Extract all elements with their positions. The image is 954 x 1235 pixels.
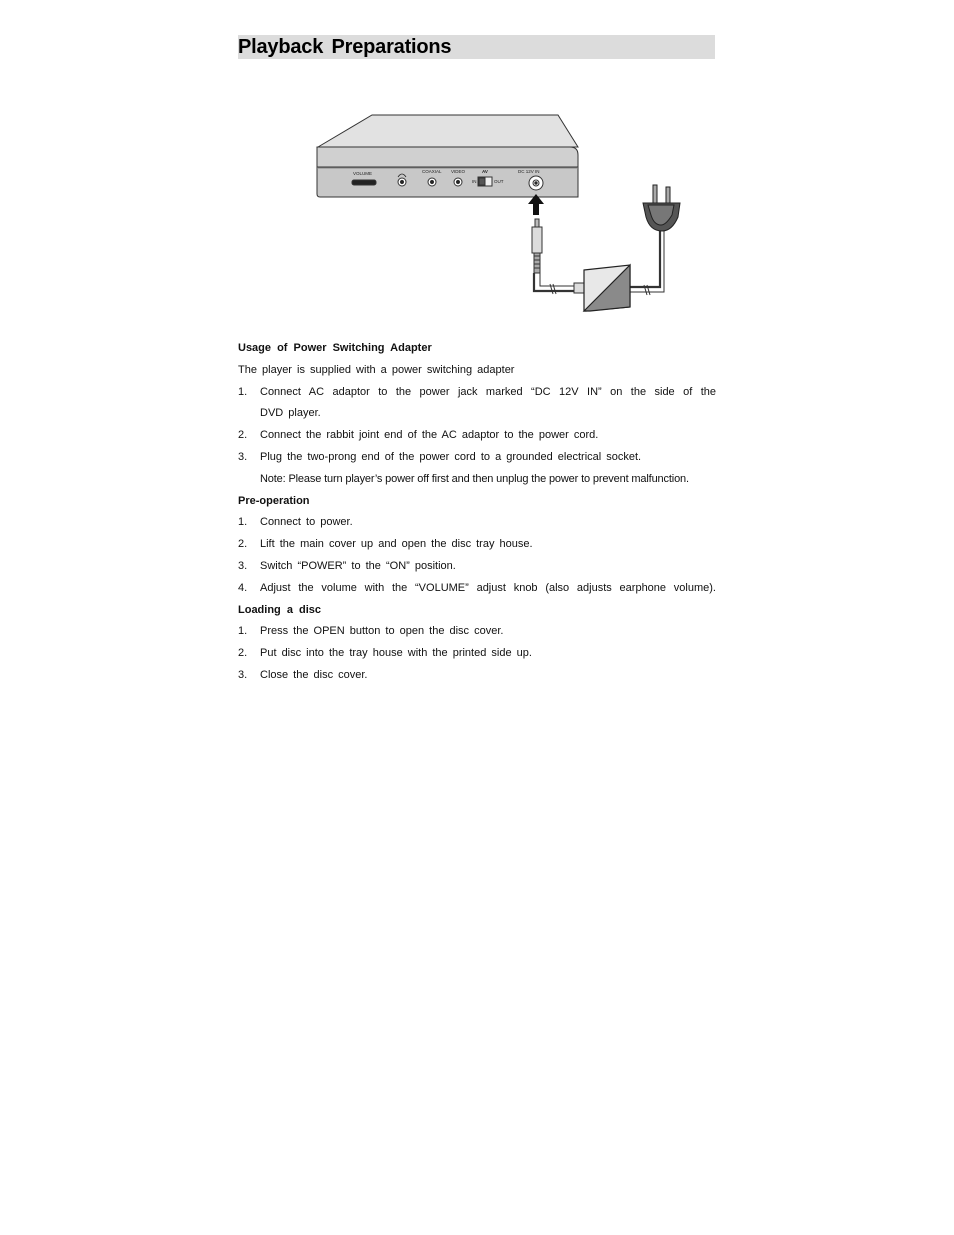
list-item-text: Put disc into the tray house with the printed side up. — [260, 647, 532, 660]
list-item-text: Adjust the volume with the “VOLUME” adjust knob (also adjusts earphone volume). — [260, 581, 716, 594]
dvd-player-illustration — [317, 115, 578, 197]
note-text: Note: Please turn player’s power off first and then unplug the power to prevent malfunction. — [260, 472, 689, 485]
list-item-text: Lift the main cover up and open the disc tray house. — [260, 538, 533, 551]
section-heading-preop: Pre-operation — [238, 494, 310, 507]
list-item-text: Plug the two-prong end of the power cord to a grounded electrical socket. — [260, 450, 642, 463]
list-item — [238, 556, 716, 578]
adapter-connector — [574, 283, 584, 293]
list-item-text: Press the OPEN button to open the disc cover. — [260, 625, 504, 638]
list-item-number: 1. — [238, 385, 248, 398]
av-out-label: OUT — [494, 179, 504, 184]
list-item-number: 2. — [238, 647, 248, 660]
list-item-continuation — [238, 403, 716, 425]
list-item — [238, 447, 716, 469]
wall-plug-icon — [643, 185, 680, 231]
note-line — [238, 469, 716, 491]
list-item-text: Connect to power. — [260, 516, 353, 529]
list-item-number: 1. — [238, 516, 248, 529]
section-heading-usage: Usage of Power Switching Adapter — [238, 342, 432, 354]
video-label: VIDEO — [451, 169, 466, 174]
dc-plug — [532, 219, 542, 273]
list-item-number: 1. — [238, 625, 248, 638]
coaxial-label: COAXIAL — [422, 169, 442, 174]
dc-in-label: DC 12V IN — [518, 169, 540, 174]
list-item-text: Switch “POWER” to the “ON” position. — [260, 559, 456, 572]
list-item — [238, 665, 716, 687]
list-item — [238, 512, 716, 534]
volume-label: VOLUME — [353, 171, 373, 176]
list-item-number: 3. — [238, 668, 248, 681]
list-item — [238, 621, 716, 643]
list-item-number: 3. — [238, 559, 248, 572]
title-bar — [238, 35, 715, 59]
list-item-number: 2. — [238, 538, 248, 551]
list-item-number: 4. — [238, 581, 248, 594]
av-label: AV — [482, 169, 488, 174]
list-item — [238, 425, 716, 447]
usage-intro: The player is supplied with a power switching adapter — [238, 363, 515, 376]
av-in-label: IN — [472, 179, 477, 184]
section-heading-loading: Loading a disc — [238, 603, 322, 616]
list-item — [238, 382, 716, 404]
list-item-number: 2. — [238, 429, 248, 442]
list-item-text: Connect AC adaptor to the power jack marked “DC 12V IN” on the side of the — [260, 385, 716, 398]
page-title: Playback Preparations — [238, 36, 452, 58]
list-item-text: DVD player. — [260, 407, 321, 420]
list-item — [238, 578, 716, 600]
list-item-number: 3. — [238, 450, 248, 463]
list-item-text: Close the disc cover. — [260, 668, 368, 681]
instructions — [238, 338, 716, 687]
list-item-text: Connect the rabbit joint end of the AC adaptor to the power cord. — [260, 429, 599, 442]
list-item — [238, 643, 716, 665]
list-item — [238, 534, 716, 556]
power-adapter — [584, 265, 630, 311]
dvd-player-power-diagram — [300, 105, 700, 320]
